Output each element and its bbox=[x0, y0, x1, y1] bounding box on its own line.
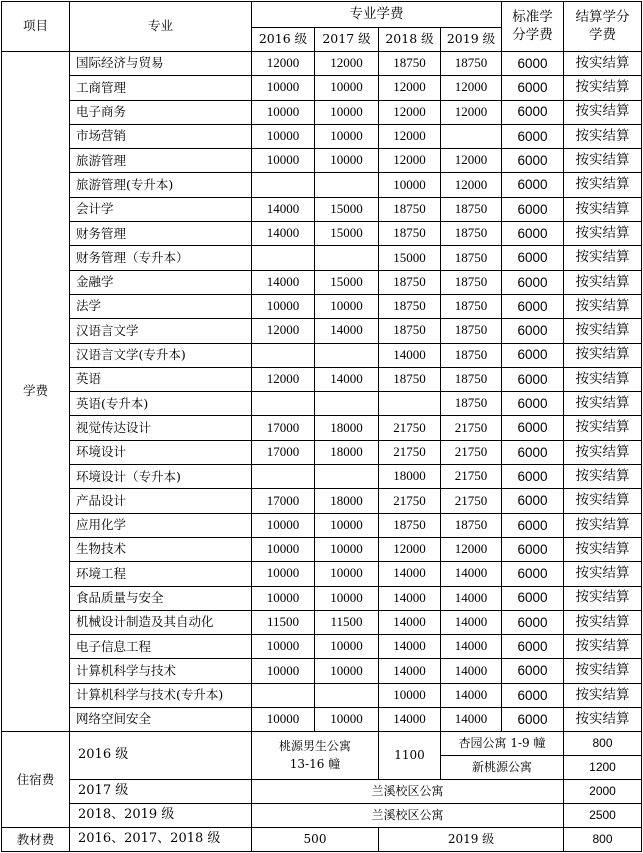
settlement-credit-fee: 按实结算 bbox=[564, 173, 642, 197]
fee-2017: 10000 bbox=[315, 149, 379, 173]
dorm-taoyuan-fee: 1100 bbox=[379, 732, 441, 780]
fee-2017 bbox=[315, 683, 379, 707]
table-row bbox=[2, 197, 642, 221]
textbook-category: 教材费 bbox=[2, 828, 70, 852]
fee-2019: 14000 bbox=[441, 562, 502, 586]
fee-2017 bbox=[315, 246, 379, 270]
fee-2018: 14000 bbox=[379, 562, 441, 586]
settlement-credit-fee: 按实结算 bbox=[564, 392, 642, 416]
standard-credit-fee: 6000 bbox=[502, 319, 564, 343]
major-name: 旅游管理 bbox=[70, 149, 252, 173]
table-row bbox=[2, 222, 642, 246]
textbook-row bbox=[2, 828, 642, 852]
settlement-credit-fee: 按实结算 bbox=[564, 708, 642, 732]
major-name: 视觉传达设计 bbox=[70, 416, 252, 440]
settlement-credit-fee: 按实结算 bbox=[564, 197, 642, 221]
fee-2019: 12000 bbox=[441, 76, 502, 100]
standard-credit-fee: 6000 bbox=[502, 659, 564, 683]
fee-2019: 12000 bbox=[441, 537, 502, 561]
header-standard-credit-fee bbox=[502, 2, 564, 52]
settlement-credit-fee: 按实结算 bbox=[564, 124, 642, 148]
major-name: 环境工程 bbox=[70, 562, 252, 586]
fee-2017: 10000 bbox=[315, 562, 379, 586]
standard-credit-fee: 6000 bbox=[502, 246, 564, 270]
fee-2019: 14000 bbox=[441, 659, 502, 683]
fee-2018: 18750 bbox=[379, 222, 441, 246]
standard-credit-fee: 6000 bbox=[502, 537, 564, 561]
standard-credit-fee: 6000 bbox=[502, 197, 564, 221]
major-name: 计算机科学与技术 bbox=[70, 659, 252, 683]
fee-2019: 14000 bbox=[441, 683, 502, 707]
fee-2018: 18750 bbox=[379, 270, 441, 294]
fee-2019: 21750 bbox=[441, 416, 502, 440]
table-row bbox=[2, 367, 642, 391]
settlement-credit-fee: 按实结算 bbox=[564, 586, 642, 610]
table-row bbox=[2, 76, 642, 100]
fee-2017: 10000 bbox=[315, 294, 379, 318]
major-name: 电子信息工程 bbox=[70, 635, 252, 659]
settlement-credit-fee: 按实结算 bbox=[564, 465, 642, 489]
fee-2018: 18750 bbox=[379, 319, 441, 343]
major-name: 汉语言文学 bbox=[70, 319, 252, 343]
fee-2018: 14000 bbox=[379, 659, 441, 683]
fee-2018: 14000 bbox=[379, 610, 441, 634]
fee-2016: 10000 bbox=[252, 708, 315, 732]
table-row bbox=[2, 319, 642, 343]
fee-2017: 10000 bbox=[315, 76, 379, 100]
table-row bbox=[2, 586, 642, 610]
fee-2018: 18750 bbox=[379, 197, 441, 221]
fee-2017 bbox=[315, 465, 379, 489]
dorm-taoyuan-name bbox=[252, 732, 379, 780]
table-row bbox=[2, 683, 642, 707]
dorm-taoyuan-line-1: 桃源男生公寓 bbox=[278, 738, 351, 753]
header-year-2019: 2019 级 bbox=[441, 28, 502, 52]
table-row bbox=[2, 635, 642, 659]
tuition-category: 学费 bbox=[2, 52, 70, 732]
table-row bbox=[2, 294, 642, 318]
table-row bbox=[2, 489, 642, 513]
fee-2017: 14000 bbox=[315, 367, 379, 391]
fee-2019: 14000 bbox=[441, 635, 502, 659]
fee-2019: 14000 bbox=[441, 610, 502, 634]
table-row bbox=[2, 416, 642, 440]
fee-2018: 18750 bbox=[379, 513, 441, 537]
fee-2017: 10000 bbox=[315, 586, 379, 610]
settlement-credit-fee: 按实结算 bbox=[564, 659, 642, 683]
fee-2018: 10000 bbox=[379, 173, 441, 197]
fee-2016 bbox=[252, 246, 315, 270]
table-row bbox=[2, 562, 642, 586]
fee-2017: 10000 bbox=[315, 635, 379, 659]
fee-2016 bbox=[252, 392, 315, 416]
major-name: 环境设计 bbox=[70, 440, 252, 464]
fee-2016 bbox=[252, 683, 315, 707]
fee-2019: 14000 bbox=[441, 708, 502, 732]
fee-2016 bbox=[252, 173, 315, 197]
standard-credit-fee: 6000 bbox=[502, 100, 564, 124]
fee-2016: 14000 bbox=[252, 270, 315, 294]
standard-credit-fee: 6000 bbox=[502, 489, 564, 513]
fee-2017: 10000 bbox=[315, 513, 379, 537]
fee-2016: 10000 bbox=[252, 513, 315, 537]
settlement-credit-fee: 按实结算 bbox=[564, 319, 642, 343]
header-standard-line-1: 标准学 bbox=[512, 8, 553, 25]
fee-2018: 15000 bbox=[379, 246, 441, 270]
fee-2019: 21750 bbox=[441, 489, 502, 513]
fee-2019: 18750 bbox=[441, 513, 502, 537]
table-row bbox=[2, 149, 642, 173]
table-row bbox=[2, 610, 642, 634]
fee-2016: 17000 bbox=[252, 440, 315, 464]
fee-2019: 18750 bbox=[441, 392, 502, 416]
header-standard-line-2: 分学费 bbox=[512, 26, 553, 43]
major-name: 英语(专升本) bbox=[70, 392, 252, 416]
table-row bbox=[2, 124, 642, 148]
settlement-credit-fee: 按实结算 bbox=[564, 222, 642, 246]
table-row bbox=[2, 537, 642, 561]
major-name: 汉语言文学(专升本) bbox=[70, 343, 252, 367]
standard-credit-fee: 6000 bbox=[502, 635, 564, 659]
fee-2017: 11500 bbox=[315, 610, 379, 634]
fee-2017: 10000 bbox=[315, 708, 379, 732]
standard-credit-fee: 6000 bbox=[502, 270, 564, 294]
fee-2019 bbox=[441, 124, 502, 148]
header-settlement-line-2: 学费 bbox=[589, 26, 616, 43]
standard-credit-fee: 6000 bbox=[502, 708, 564, 732]
header-major: 专业 bbox=[70, 2, 252, 52]
fee-2019: 18750 bbox=[441, 222, 502, 246]
dorm-taoyuan-line-2: 13-16 幢 bbox=[289, 757, 341, 772]
settlement-credit-fee: 按实结算 bbox=[564, 367, 642, 391]
fee-2017: 18000 bbox=[315, 440, 379, 464]
settlement-credit-fee: 按实结算 bbox=[564, 440, 642, 464]
header-item: 项目 bbox=[2, 2, 70, 52]
fee-2019: 12000 bbox=[441, 100, 502, 124]
fee-2016: 10000 bbox=[252, 76, 315, 100]
fee-2016: 10000 bbox=[252, 562, 315, 586]
dorm-xingyuan-name: 杏园公寓 1-9 幢 bbox=[441, 732, 564, 756]
textbook-2019-label: 2019 级 bbox=[379, 828, 564, 852]
fee-2019: 12000 bbox=[441, 173, 502, 197]
fee-2016: 12000 bbox=[252, 367, 315, 391]
dorm-2018-2019-fee: 2500 bbox=[564, 804, 642, 828]
header-tuition-group: 专业学费 bbox=[252, 2, 502, 28]
fee-2018: 21750 bbox=[379, 416, 441, 440]
standard-credit-fee: 6000 bbox=[502, 222, 564, 246]
fee-2016: 10000 bbox=[252, 124, 315, 148]
fee-2017: 10000 bbox=[315, 100, 379, 124]
fee-2019: 18750 bbox=[441, 197, 502, 221]
table-row bbox=[2, 513, 642, 537]
fee-2017 bbox=[315, 343, 379, 367]
table-row bbox=[2, 392, 642, 416]
standard-credit-fee: 6000 bbox=[502, 562, 564, 586]
fee-2019: 18750 bbox=[441, 294, 502, 318]
fee-2016: 10000 bbox=[252, 537, 315, 561]
settlement-credit-fee: 按实结算 bbox=[564, 489, 642, 513]
textbook-fee-old: 500 bbox=[252, 828, 379, 852]
dorm-2017-fee: 2000 bbox=[564, 780, 642, 804]
fee-2017: 14000 bbox=[315, 319, 379, 343]
fee-2016: 11500 bbox=[252, 610, 315, 634]
table-row bbox=[2, 173, 642, 197]
fee-2018 bbox=[379, 392, 441, 416]
major-name: 产品设计 bbox=[70, 489, 252, 513]
fee-2016: 17000 bbox=[252, 489, 315, 513]
settlement-credit-fee: 按实结算 bbox=[564, 270, 642, 294]
standard-credit-fee: 6000 bbox=[502, 610, 564, 634]
fee-2018: 12000 bbox=[379, 76, 441, 100]
major-name: 网络空间安全 bbox=[70, 708, 252, 732]
fee-2018: 21750 bbox=[379, 489, 441, 513]
fee-2016: 10000 bbox=[252, 635, 315, 659]
fee-2019: 18750 bbox=[441, 270, 502, 294]
major-name: 旅游管理(专升本) bbox=[70, 173, 252, 197]
standard-credit-fee: 6000 bbox=[502, 513, 564, 537]
settlement-credit-fee: 按实结算 bbox=[564, 52, 642, 76]
header-year-2018: 2018 级 bbox=[379, 28, 441, 52]
major-name: 财务管理 bbox=[70, 222, 252, 246]
header-settlement-credit-fee bbox=[564, 2, 642, 52]
fee-2016: 10000 bbox=[252, 149, 315, 173]
major-name: 国际经济与贸易 bbox=[70, 52, 252, 76]
settlement-credit-fee: 按实结算 bbox=[564, 635, 642, 659]
settlement-credit-fee: 按实结算 bbox=[564, 149, 642, 173]
major-name: 环境设计（专升本) bbox=[70, 465, 252, 489]
table-row bbox=[2, 708, 642, 732]
standard-credit-fee: 6000 bbox=[502, 683, 564, 707]
fee-table bbox=[1, 1, 642, 852]
fee-2018: 14000 bbox=[379, 635, 441, 659]
settlement-credit-fee: 按实结算 bbox=[564, 343, 642, 367]
settlement-credit-fee: 按实结算 bbox=[564, 513, 642, 537]
fee-2017: 18000 bbox=[315, 489, 379, 513]
fee-2019: 18750 bbox=[441, 246, 502, 270]
fee-2018: 10000 bbox=[379, 683, 441, 707]
fee-2016: 10000 bbox=[252, 586, 315, 610]
fee-2016: 14000 bbox=[252, 197, 315, 221]
settlement-credit-fee: 按实结算 bbox=[564, 562, 642, 586]
fee-2016: 10000 bbox=[252, 294, 315, 318]
standard-credit-fee: 6000 bbox=[502, 76, 564, 100]
standard-credit-fee: 6000 bbox=[502, 149, 564, 173]
fee-2017: 10000 bbox=[315, 537, 379, 561]
table-row bbox=[2, 659, 642, 683]
fee-2017: 15000 bbox=[315, 270, 379, 294]
major-name: 应用化学 bbox=[70, 513, 252, 537]
major-name: 英语 bbox=[70, 367, 252, 391]
fee-2019: 18750 bbox=[441, 319, 502, 343]
standard-credit-fee: 6000 bbox=[502, 294, 564, 318]
fee-2018: 14000 bbox=[379, 708, 441, 732]
header-row-1 bbox=[2, 2, 642, 28]
settlement-credit-fee: 按实结算 bbox=[564, 683, 642, 707]
major-name: 食品质量与安全 bbox=[70, 586, 252, 610]
standard-credit-fee: 6000 bbox=[502, 173, 564, 197]
textbook-fee-2019: 800 bbox=[564, 828, 642, 852]
fee-2018: 12000 bbox=[379, 149, 441, 173]
fee-2017: 10000 bbox=[315, 659, 379, 683]
settlement-credit-fee: 按实结算 bbox=[564, 246, 642, 270]
standard-credit-fee: 6000 bbox=[502, 440, 564, 464]
major-name: 电子商务 bbox=[70, 100, 252, 124]
header-year-2017: 2017 级 bbox=[315, 28, 379, 52]
fee-2018: 18750 bbox=[379, 367, 441, 391]
fee-2017 bbox=[315, 173, 379, 197]
fee-2018: 12000 bbox=[379, 537, 441, 561]
standard-credit-fee: 6000 bbox=[502, 367, 564, 391]
settlement-credit-fee: 按实结算 bbox=[564, 610, 642, 634]
fee-2016: 10000 bbox=[252, 100, 315, 124]
fee-2018: 12000 bbox=[379, 124, 441, 148]
fee-2019: 12000 bbox=[441, 149, 502, 173]
table-row bbox=[2, 246, 642, 270]
fee-2017: 18000 bbox=[315, 416, 379, 440]
fee-2019: 18750 bbox=[441, 367, 502, 391]
table-row bbox=[2, 270, 642, 294]
major-name: 会计学 bbox=[70, 197, 252, 221]
dorm-2018-2019-place: 兰溪校区公寓 bbox=[252, 804, 564, 828]
fee-2017: 12000 bbox=[315, 52, 379, 76]
dorm-2017-label: 2017 级 bbox=[70, 780, 252, 804]
fee-2018: 14000 bbox=[379, 343, 441, 367]
fee-2018: 21750 bbox=[379, 440, 441, 464]
dorm-new-taoyuan-fee: 1200 bbox=[564, 756, 642, 780]
major-name: 财务管理（专升本） bbox=[70, 246, 252, 270]
major-name: 金融学 bbox=[70, 270, 252, 294]
standard-credit-fee: 6000 bbox=[502, 586, 564, 610]
major-name: 生物技术 bbox=[70, 537, 252, 561]
fee-2016: 10000 bbox=[252, 659, 315, 683]
settlement-credit-fee: 按实结算 bbox=[564, 76, 642, 100]
table-row bbox=[2, 100, 642, 124]
header-year-2016: 2016 级 bbox=[252, 28, 315, 52]
major-name: 计算机科学与技术(专升本) bbox=[70, 683, 252, 707]
standard-credit-fee: 6000 bbox=[502, 465, 564, 489]
major-name: 市场营销 bbox=[70, 124, 252, 148]
dorm-category: 住宿费 bbox=[2, 732, 70, 828]
standard-credit-fee: 6000 bbox=[502, 52, 564, 76]
fee-2017 bbox=[315, 392, 379, 416]
standard-credit-fee: 6000 bbox=[502, 343, 564, 367]
fee-2018: 14000 bbox=[379, 586, 441, 610]
fee-2017: 10000 bbox=[315, 124, 379, 148]
major-name: 法学 bbox=[70, 294, 252, 318]
fee-2018: 18750 bbox=[379, 294, 441, 318]
standard-credit-fee: 6000 bbox=[502, 124, 564, 148]
fee-2018: 18750 bbox=[379, 52, 441, 76]
dorm-row-2018-2019 bbox=[2, 804, 642, 828]
major-name: 机械设计制造及其自动化 bbox=[70, 610, 252, 634]
fee-2016: 14000 bbox=[252, 222, 315, 246]
fee-2016: 12000 bbox=[252, 319, 315, 343]
fee-2018: 12000 bbox=[379, 100, 441, 124]
settlement-credit-fee: 按实结算 bbox=[564, 100, 642, 124]
dorm-2016-label: 2016 级 bbox=[70, 732, 252, 780]
fee-2017: 15000 bbox=[315, 197, 379, 221]
fee-2018: 18000 bbox=[379, 465, 441, 489]
table-row bbox=[2, 52, 642, 76]
fee-2016 bbox=[252, 343, 315, 367]
dorm-row-2017 bbox=[2, 780, 642, 804]
dorm-xingyuan-fee: 800 bbox=[564, 732, 642, 756]
dorm-new-taoyuan-name: 新桃源公寓 bbox=[441, 756, 564, 780]
header-settlement-line-1: 结算学分 bbox=[575, 8, 630, 25]
standard-credit-fee: 6000 bbox=[502, 416, 564, 440]
fee-2016 bbox=[252, 465, 315, 489]
fee-2016: 17000 bbox=[252, 416, 315, 440]
dorm-2017-place: 兰溪校区公寓 bbox=[252, 780, 564, 804]
dorm-row-2016-a bbox=[2, 732, 642, 756]
settlement-credit-fee: 按实结算 bbox=[564, 537, 642, 561]
settlement-credit-fee: 按实结算 bbox=[564, 416, 642, 440]
fee-2019: 14000 bbox=[441, 586, 502, 610]
standard-credit-fee: 6000 bbox=[502, 392, 564, 416]
fee-2019: 21750 bbox=[441, 440, 502, 464]
major-name: 工商管理 bbox=[70, 76, 252, 100]
fee-2019: 21750 bbox=[441, 465, 502, 489]
fee-2019: 18750 bbox=[441, 343, 502, 367]
fee-2017: 15000 bbox=[315, 222, 379, 246]
table-row bbox=[2, 465, 642, 489]
textbook-label: 2016、2017、2018 级 bbox=[70, 828, 252, 852]
table-row bbox=[2, 343, 642, 367]
settlement-credit-fee: 按实结算 bbox=[564, 294, 642, 318]
dorm-2018-2019-label: 2018、2019 级 bbox=[70, 804, 252, 828]
fee-2016: 12000 bbox=[252, 52, 315, 76]
table-row bbox=[2, 440, 642, 464]
fee-2019: 18750 bbox=[441, 52, 502, 76]
